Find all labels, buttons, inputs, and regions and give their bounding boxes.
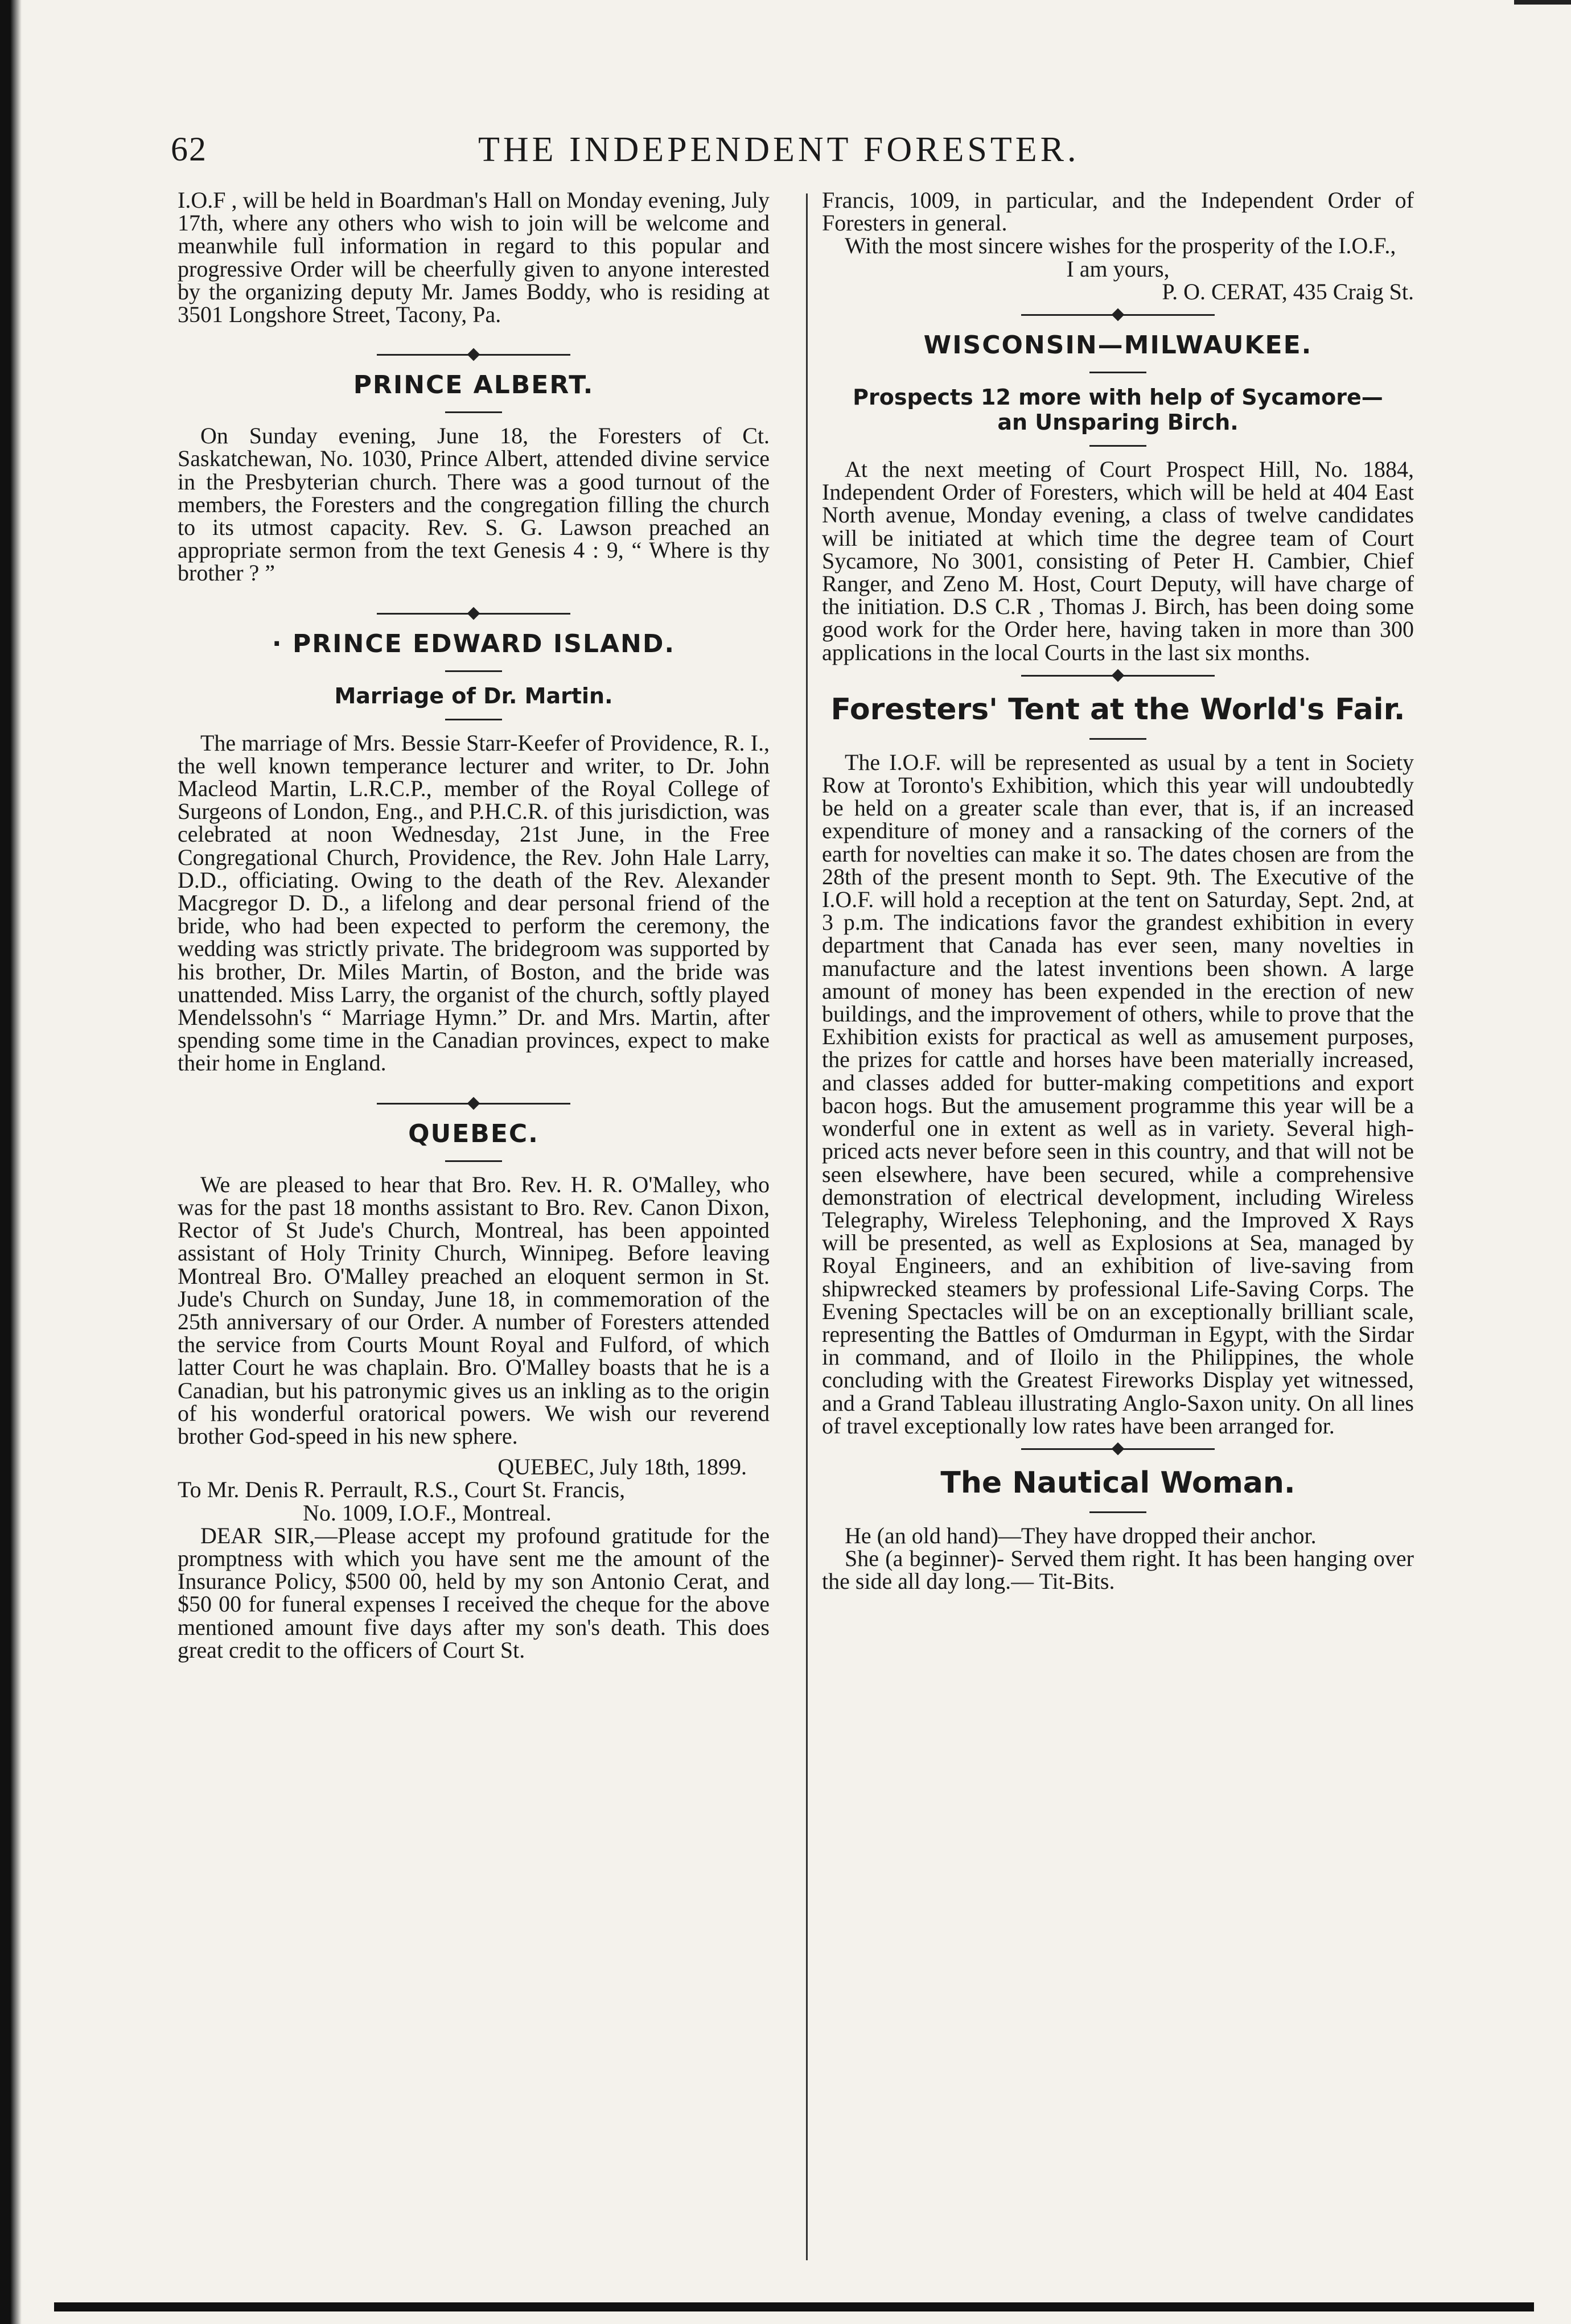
worlds-fair-paragraph: The I.O.F. will be represented as usual by a tent in Society Row at Toronto's Exhibition, which this year will undoubtedly be held on a greater scale than ever, that is, if an increased expenditure of money and a ransacking of the corners of the earth for novelties can make it so. The dates chosen are from the 28th of the present month to Sept. 9th. The Executive of the I.O.F. will hold a reception at the tent on Saturday, Sept. 2nd, at 3 p.m. The indications favor the grandest exhibition in every department that Canada has ever seen, many novelties in manufacture and the latest inventions been shown. A large amount of money has been expended in the erection of new buildings, and the improvement of others, while to prove that the Exhibition exists for practical as well as amusement purposes, the prizes for cattle and horses have been materially increased, and classes added for butter-making competitions and export bacon hogs. But the amusement programme this year will be a wonderful one in extent as well as in variety. Several high-priced acts never before seen in this country, and that will not be seen elsewhere, have been secured, while a comprehensive demonstration of electrical development, including Wireless Telegraphy, Wireless Telephoning, and the Improved X Rays will be presented, as well as Explosions at Sea, managed by Royal Engineers, and an exhibition of live-saving from shipwrecked steamers by professional Life-Saving Corps. The Evening Spectacles will be on an exceptionally brilliant scale, representing the Battles of Omdurman in Egypt, with the Sirdar in command, and of Iloilo in the Philippines, the whole concluding with the Greatest Fireworks Display yet witnessed, and a Grand Tableau illustrating Anglo-Saxon unity. On all lines of travel exceptionally low rates have been arranged for. (822, 749, 1414, 1439)
short-rule (445, 1160, 502, 1162)
short-rule (1089, 1511, 1146, 1513)
section-heading-nautical-woman: The Nautical Woman. (940, 1465, 1296, 1500)
quebec-paragraph: We are pleased to hear that Bro. Rev. H. R. O'Malley, who was for the past 18 months assistant to Bro. Rev. Canon Dixon, Rector of St Jude's Church, Montreal, has been appointed assistant of Holy Trinity Church, Winnipeg. Before leaving Montreal Bro. O'Malley preached an eloquent sermon in St. Jude's Church on Sunday, June 18, in commemoration of the 25th anniversary of our Order. A number of Foresters attended the service from Courts Mount Royal and Fulford, of which latter Court he was chaplain. Bro. O'Malley boasts that he is a Canadian, but his patronymic gives us an inkling as to the origin of his wonderful oratorical powers. We wish our reverend brother God-speed in his new sphere. (178, 1171, 770, 1449)
short-rule (1089, 445, 1146, 447)
letter-closing: I am yours, (1066, 256, 1170, 282)
section-separator (822, 303, 1414, 326)
section-separator (178, 343, 770, 366)
section-separator (822, 664, 1414, 687)
scan-edge-bottom (54, 2302, 1534, 2311)
spacer (178, 326, 770, 343)
column-rule (806, 193, 808, 2260)
section-heading-quebec: QUEBEC. (408, 1119, 539, 1148)
section-separator (178, 1092, 770, 1115)
short-rule (1089, 372, 1146, 373)
letter-address-line: No. 1009, I.O.F., Montreal. (303, 1499, 552, 1526)
section-separator (822, 1437, 1414, 1460)
intro-paragraph: I.O.F , will be held in Boardman's Hall on Monday evening, July 17th, where any others who wish to join will be welcome and meanwhile full information in regard to this popular and progressive Order will be cheerfully given to anyone interested by the organizing deputy Mr. James Boddy, who is residing at 3501 Longshore Street, Tacony, Pa. (178, 187, 770, 328)
spacer (178, 1075, 770, 1092)
nautical-line: She (a beginner)- Served them right. It has been hanging over the side all day long.— Tit-Bits. (822, 1546, 1414, 1594)
marriage-paragraph: The marriage of Mrs. Bessie Starr-Keefer of Providence, R. I., the well known temperance lecturer and writer, to Dr. John Macleod Martin, L.R.C.P., member of the Royal College of Surgeons of London, Eng., and P.H.C.R. of this jurisdiction, was celebrated at noon Wednesday, 21st June, in the Free Congregational Church, Providence, the Rev. John Hale Larry, D.D., officiating. Owing to the death of the Rev. Alexander Macgregor D. D., a lifelong and dear personal friend of the bride, who had been expected to perform the ceremony, the wedding was strictly private. The bridegroom was supported by his brother, Dr. Miles Martin, of Boston, and the bride was unattended. Miss Larry, the organist of the church, softly played Mendelssohn's “ Marriage Hymn.” Dr. and Mrs. Martin, after spending some time in the Canadian provinces, expect to make their home in England. (178, 730, 770, 1076)
section-separator (178, 602, 770, 625)
section-heading-wisconsin: WISCONSIN—MILWAUKEE. (923, 331, 1313, 360)
prince-albert-paragraph: On Sunday evening, June 18, the Foresters of Ct. Saskatchewan, No. 1030, Prince Albert, attended divine service in the Presbyterian church. There was a good turnout of the members, the Foresters and the congregation filling the church to its utmost capacity. Rev. S. G. Lawson preached an appropriate sermon from the text Genesis 4 : 9, “ Where is thy brother ? ” (178, 423, 770, 586)
scan-corner-mark (1514, 0, 1571, 5)
short-rule (445, 670, 502, 672)
letter-dateline: QUEBEC, July 18th, 1899. (497, 1454, 747, 1480)
scan-edge-left (0, 0, 22, 2324)
letter-signature: P. O. CERAT, 435 Craig St. (1162, 278, 1414, 304)
short-rule (445, 719, 502, 720)
section-heading-worlds-fair: Foresters' Tent at the World's Fair. (830, 692, 1405, 727)
subheading-prospects: an Unsparing Birch. (997, 410, 1239, 435)
page-number: 62 (171, 130, 207, 168)
subheading-prospects: Prospects 12 more with help of Sycamore— (853, 385, 1383, 410)
left-column (178, 189, 770, 1662)
letter-wishes: With the most sincere wishes for the prosperity of the I.O.F., (845, 233, 1396, 259)
right-column (822, 189, 1414, 1593)
letter-continuation: Francis, 1009, in particular, and the Independent Order of Foresters in general. (822, 187, 1414, 236)
letter-address-line: To Mr. Denis R. Perrault, R.S., Court St. Francis, (178, 1477, 626, 1503)
subheading-marriage: Marriage of Dr. Martin. (334, 683, 613, 708)
page-header (171, 130, 1412, 175)
wisconsin-paragraph: At the next meeting of Court Prospect Hill, No. 1884, Independent Order of Foresters, which will be held at 404 East North avenue, Monday evening, a class of twelve candidates will be initiated at which time the degree team of Court Sycamore, No 3001, consisting of Peter H. Cambier, Chief Ranger, and Zeno M. Host, Court Deputy, will have charge of the initiation. D.S C.R , Thomas J. Birch, has been doing some good work for the Order here, having taken in more than 300 applications in the local Courts in the last six months. (822, 456, 1414, 665)
spacer (178, 585, 770, 602)
letter-paragraph: DEAR SIR,—Please accept my profound gratitude for the promptness with which you have sent me the amount of the Insurance Policy, $500 00, held by my son Antonio Cerat, and $50 00 for funeral expenses I received the cheque for the above mentioned amount five days after my son's death. This does great credit to the officers of Court St. (178, 1522, 770, 1663)
page-title: THE INDEPENDENT FORESTER. (478, 130, 1080, 169)
section-heading-prince-edward-island: · PRINCE EDWARD ISLAND. (272, 629, 676, 658)
short-rule (1089, 738, 1146, 740)
nautical-line: He (an old hand)—They have dropped their anchor. (845, 1522, 1317, 1548)
section-heading-prince-albert: PRINCE ALBERT. (353, 370, 594, 400)
short-rule (445, 411, 502, 413)
